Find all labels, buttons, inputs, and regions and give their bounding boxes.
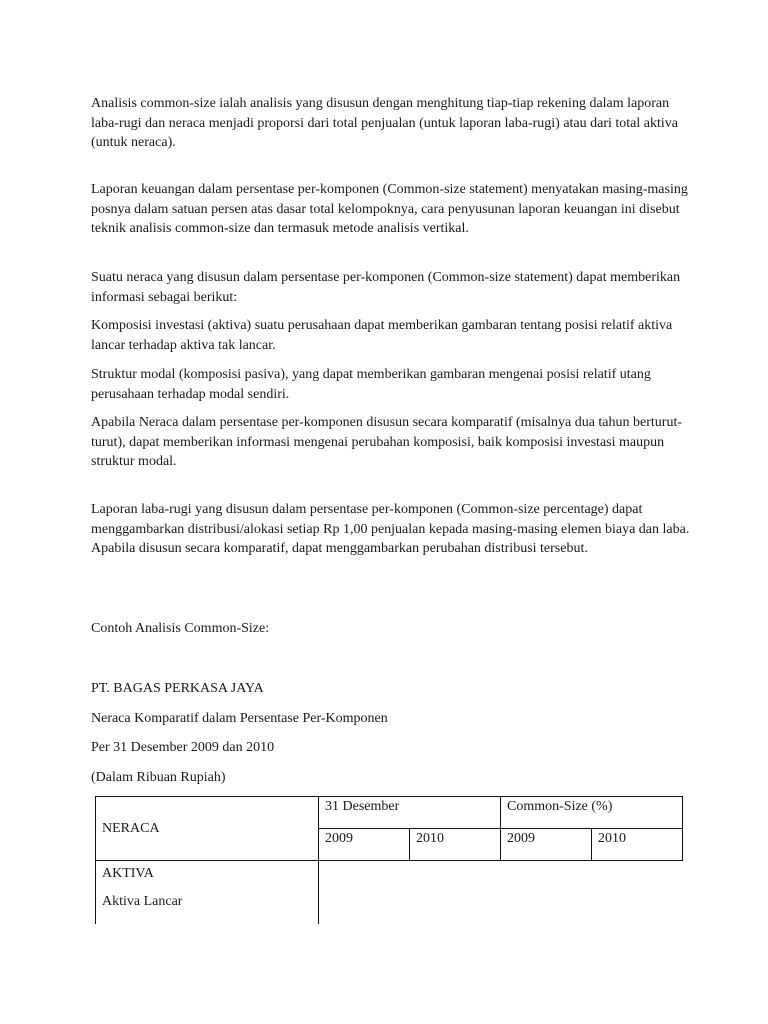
- row-aktiva: AKTIVA: [102, 866, 154, 881]
- paragraph-laba-rugi: Laporan laba-rugi yang disusun dalam persentase per-komponen (Common-size percentage) dapat menggambarkan distribusi/alokasi setiap Rp 1,00 penjualan kepada masing-masing elemen biaya dan laba. Apabila disusun secara komparatif, dapat menggambarkan perubahan distribusi tersebut.: [91, 502, 690, 556]
- header-year-2010-value: 2010: [410, 829, 501, 861]
- row-values-cell: [319, 861, 683, 925]
- row-aktiva-lancar: Aktiva Lancar: [102, 894, 183, 909]
- example-heading: Contoh Analisis Common-Size:: [91, 621, 270, 636]
- company-name: PT. BAGAS PERKASA JAYA: [91, 681, 264, 696]
- paragraph-common-size-statement: Laporan keuangan dalam persentase per-komponen (Common-size statement) menyatakan masing-masing posnya dalam satuan persen atas dasar total kelompoknya, cara penyusunan laporan keuangan ini disebut teknik analisis common-size dan termasuk metode analisis vertikal.: [91, 182, 688, 236]
- report-title: Neraca Komparatif dalam Persentase Per-Komponen: [91, 711, 388, 726]
- header-year-2009-value: 2009: [319, 829, 410, 861]
- report-unit: (Dalam Ribuan Rupiah): [91, 770, 226, 785]
- report-period: Per 31 Desember 2009 dan 2010: [91, 740, 275, 755]
- paragraph-neraca-info: Suatu neraca yang disusun dalam persentase per-komponen (Common-size statement) dapat memberikan informasi sebagai berikut:: [91, 270, 681, 305]
- header-year-2010-percent: 2010: [592, 829, 683, 861]
- paragraph-definition: Analisis common-size ialah analisis yang disusun dengan menghitung tiap-tiap rekening dalam laporan laba-rugi dan neraca menjadi proporsi dari total penjualan (untuk laporan laba-rugi) atau dari total aktiva (untuk neraca).: [91, 96, 678, 150]
- paragraph-komposisi-investasi: Komposisi investasi (aktiva) suatu perusahaan dapat memberikan gambaran tentang posisi relatif aktiva lancar terhadap aktiva tak lancar.: [91, 318, 673, 353]
- header-31-desember: 31 Desember: [319, 797, 501, 829]
- paragraph-struktur-modal: Struktur modal (komposisi pasiva), yang dapat memberikan gambaran mengenai posisi relatif utang perusahaan terhadap modal sendiri.: [91, 367, 651, 402]
- header-year-2009-percent: 2009: [501, 829, 592, 861]
- header-common-size: Common-Size (%): [501, 797, 683, 829]
- paragraph-komparatif: Apabila Neraca dalam persentase per-komponen disusun secara komparatif (misalnya dua tahun berturut-turut), dapat memberikan informasi mengenai perubahan komposisi, baik komposisi investasi maupun struktur modal.: [91, 415, 682, 469]
- header-neraca: NERACA: [96, 797, 319, 861]
- row-label-cell: [96, 861, 319, 925]
- neraca-table: [95, 796, 683, 924]
